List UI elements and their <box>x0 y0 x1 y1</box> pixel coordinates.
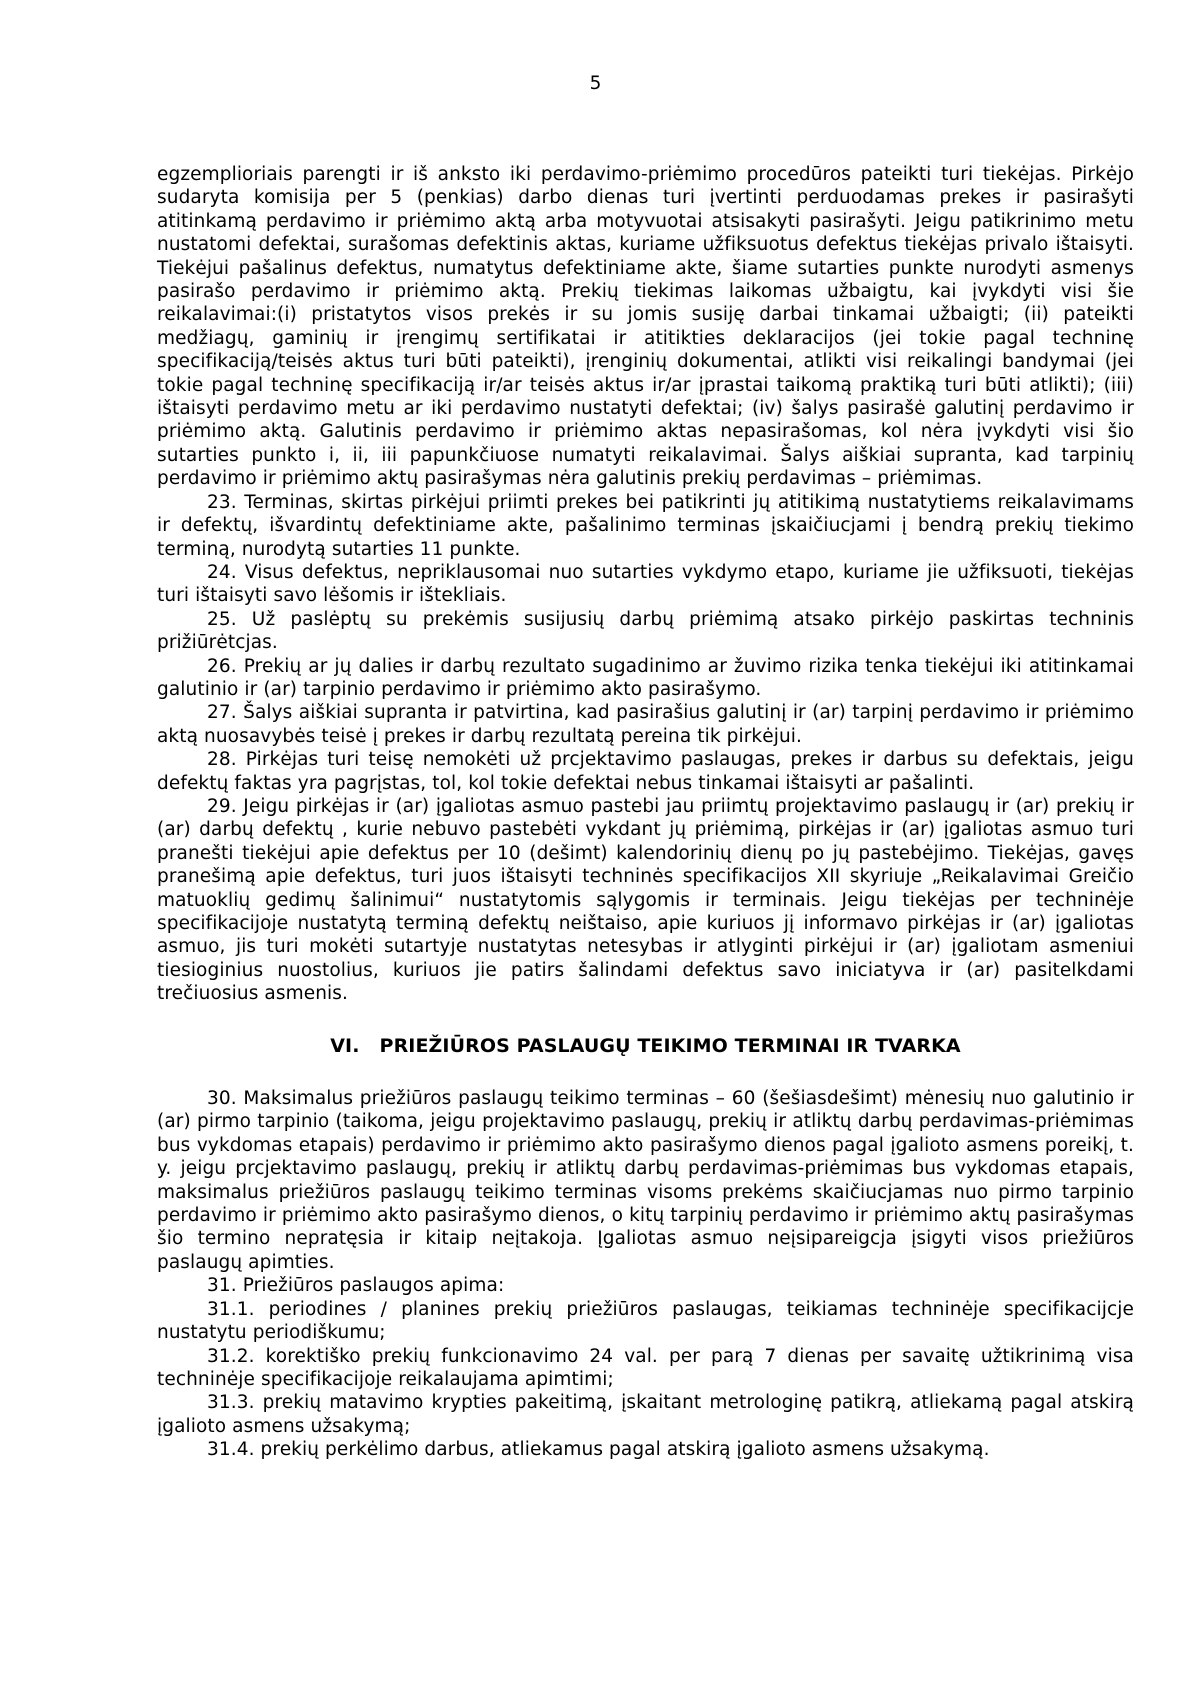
paragraph: 31.3. prekių matavimo krypties pakeitimą, įskaitant metrologinę patikrą, atliekamą pagal atskirą įgalioto asmens užsakymą; <box>157 1392 1134 1437</box>
paragraph: 31.4. prekių perkėlimo darbus, atliekamus pagal atskirą įgalioto asmens užsakymą. <box>207 1439 990 1461</box>
document-body <box>157 163 1134 1462</box>
paragraph: 26. Prekių ar jų dalies ir darbų rezultato sugadinimo ar žuvimo rizika tenka tiekėjui iki atitinkamai galutinio ir (ar) tarpinio perdavimo ir priėmimo akto pasirašymo. <box>157 655 1134 700</box>
paragraph: egzemplioriais parengti ir iš anksto iki perdavimo-priėmimo procedūros pateikti turi tiekėjas. Pirkėjo sudaryta komisija per 5 (penkias) darbo dienas turi įvertinti perduodamas prekes ir pasirašyti atitinkamą perdavimo ir priėmimo aktą arba motyvuotai atsisakyti pasirašyti. Jeigu patikrinimo metu nustatomi defektai, surašomas defektinis aktas, kuriame užfiksuotus defektus tiekėjas privalo ištaisyti. Tiekėjui pašalinus defektus, numatytus defektiniame akte, šiame sutarties punkte nurodyti asmenys pasirašo perdavimo ir priėmimo aktą. Prekių tiekimas laikomas užbaigtu, kai įvykdyti visi šie reikalavimai:(i) pristatytos visos prekės ir su jomis susiję darbai tinkamai užbaigti; (ii) pateikti medžiagų, gaminių ir įrengimų sertifikatai ir atitikties deklaracijos (jei tokie pagal techninę specifikaciją/teisės aktus turi būti pateikti), įrenginių dokumentai, atlikti visi reikalingi bandymai (jei tokie pagal techninę specifikaciją ir/ar teisės aktus ir/ar įprastai taikomą praktiką turi būti atlikti); (iii) ištaisyti perdavimo metu ar iki perdavimo nustatyti defektai; (iv) šalys pasirašė galutinį perdavimo ir priėmimo aktą. Galutinis perdavimo ir priėmimo aktas nepasirašomas, kol nėra įvykdyti visi šio sutarties punkto i, ii, iii papunkčiuose numatyti reikalavimai. Šalys aiškiai supranta, kad tarpinių perdavimo ir priėmimo aktų pasirašymas nėra galutinis prekių perdavimas – priėmimas. <box>157 164 1134 490</box>
section-heading <box>157 1035 1134 1058</box>
paragraph: 31. Priežiūros paslaugos apima: <box>207 1275 505 1297</box>
paragraph: 31.2. korektiško prekių funkcionavimo 24 val. per parą 7 dienas per savaitę užtikrinimą visa techninėje specifikacijoje reikalaujama apimtimi; <box>157 1345 1134 1390</box>
section-heading-title: PRIEŽIŪROS PASLAUGŲ TEIKIMO TERMINAI IR TVARKA <box>379 1034 961 1057</box>
paragraph: 29. Jeigu pirkėjas ir (ar) įgaliotas asmuo pastebi jau priimtų projektavimo paslaugų ir (ar) prekių ir (ar) darbų defektų , kurie nebuvo pastebėti vykdant jų priėmimą, pirkėjas ir (ar) įgaliotas asmuo turi pranešti tiekėjui apie defektus per 10 (dešimt) kalendorinių dienų po jų pastebėjimo. Tiekėjas, gavęs pranešimą apie defektus, turi juos ištaisyti techninės specifikacijos XII skyriuje „Reikalavimai Greičio matuoklių gedimų šalinimui“ nustatytomis sąlygomis ir terminais. Jeigu tiekėjas per techninėje specifikacijoje nustatytą terminą defektų neištaiso, apie kuriuos jį informavo pirkėjas ir (ar) įgaliotas asmuo, jis turi mokėti sutartyje nustatytas netesybas ir atlyginti pirkėjui ir (ar) įgaliotam asmeniui tiesioginius nuostolius, kuriuos jie patirs šalindami defektus savo iniciatyva ir (ar) pasitelkdami trečiuosius asmenis. <box>157 795 1134 1005</box>
section-heading-numeral: VI. <box>330 1034 360 1057</box>
paragraph: 30. Maksimalus priežiūros paslaugų teikimo terminas – 60 (šešiasdešimt) mėnesių nuo galutinio ir (ar) pirmo tarpinio (taikoma, jeigu projektavimo paslaugų, prekių ir atliktų darbų perdavimas-priėmimas bus vykdomas etapais) perdavimo ir priėmimo akto pasirašymo dienos pagal įgalioto asmens poreikį, t. y. jeigu prcjektavimo paslaugų, prekių ir atliktų darbų perdavimas-priėmimas bus vykdomas etapais, maksimalus priežiūros paslaugų teikimo terminas visoms prekėms skaičiucjamas nuo pirmo tarpinio perdavimo ir priėmimo akto pasirašymo dienos, o kitų tarpinių perdavimo ir priėmimo aktų pasirašymas šio termino nepratęsia ir kitaip neįtakoja. Įgaliotas asmuo neįsipareigcja įsigyti visos priežiūros paslaugų apimties. <box>157 1088 1134 1273</box>
paragraph: 27. Šalys aiškiai supranta ir patvirtina, kad pasirašius galutinį ir (ar) tarpinį perdavimo ir priėmimo aktą nuosavybės teisė į prekes ir darbų rezultatą pereina tik pirkėjui. <box>157 702 1134 747</box>
paragraph: 31.1. periodines / planines prekių priežiūros paslaugas, teikiamas techninėje specifikacijcje nustatytu periodiškumu; <box>157 1298 1134 1344</box>
paragraph: 28. Pirkėjas turi teisę nemokėti už prcjektavimo paslaugas, prekes ir darbus su defektais, jeigu defektų faktas yra pagrįstas, tol, kol tokie defektai nebus tinkamai ištaisyti ar pašalinti. <box>157 749 1134 794</box>
paragraph: 23. Terminas, skirtas pirkėjui priimti prekes bei patikrinti jų atitikimą nustatytiems reikalavimams ir defektų, išvardintų defektiniame akte, pašalinimo terminas įskaičiucjami į bendrą prekių tiekimo terminą, nurodytą sutarties 11 punkte. <box>157 491 1134 560</box>
paragraph: 24. Visus defektus, nepriklausomai nuo sutarties vykdymo etapo, kuriame jie užfiksuoti, tiekėjas turi ištaisyti savo lėšomis ir ištekliais. <box>157 561 1134 607</box>
paragraph: 25. Už paslėptų su prekėmis susijusių darbų priėmimą atsako pirkėjo paskirtas techninis prižiūrėtcjas. <box>157 608 1134 654</box>
page-number: 5 <box>589 73 602 94</box>
